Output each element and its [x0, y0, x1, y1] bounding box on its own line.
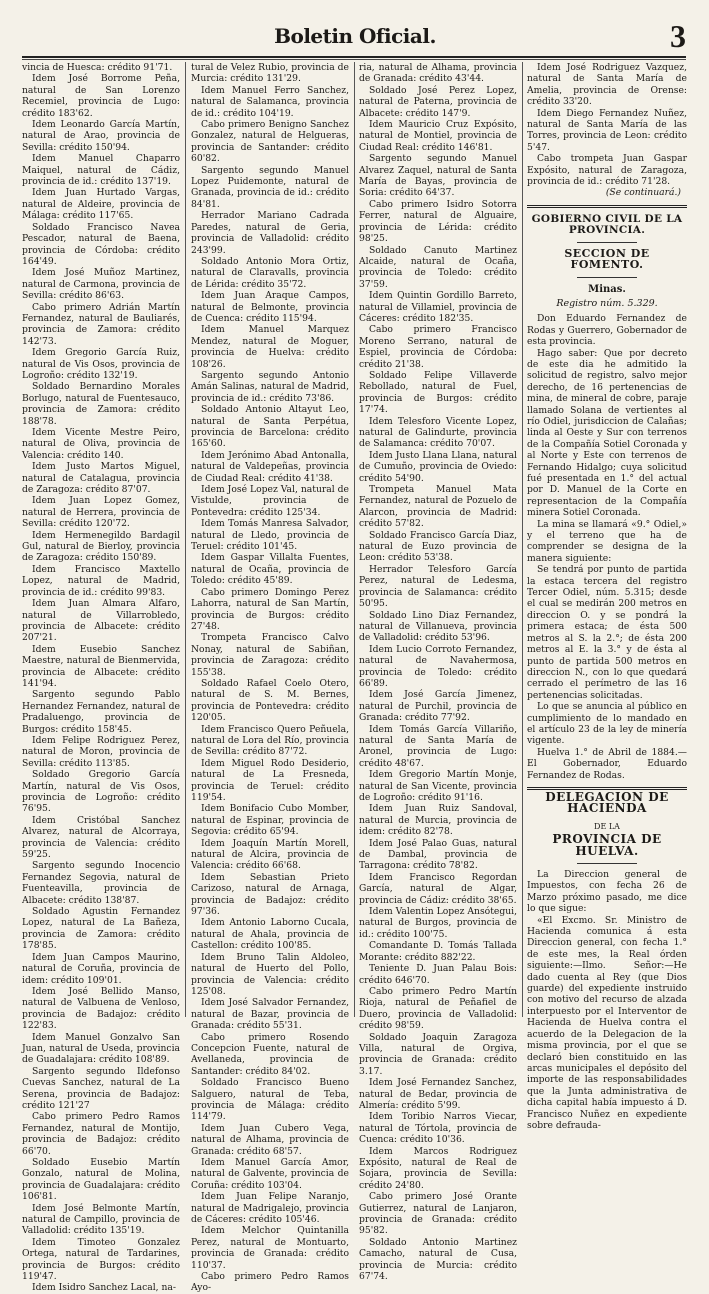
paragraph: Hago saber: Que por decreto de este dia he admitido la solicitud de registro, salvo mejor derecho, de 16 pertenencias de mina, de mineral de cobre, paraje llamado Solana de vertientes al río Odiel, jurisdiccion de Calañas; linda al Oeste y Sur con terrenos de la Compañía Sotiel Coronada y al Norte y Este con terrenos de Fernando Hidalgo; cuya solicitud fué presentada en 1.° del actual por D. Manuel de la Corte en representacion de la Compañía minera Sotiel Coronada.: [527, 347, 687, 519]
paragraph: Idem Manuel Gonzalvo San Juan, natural de Useda, provincia de Guadalajara: crédito 108'89.: [22, 1031, 180, 1066]
paragraph: Soldado Francisco Navea Pescador, natural de Baena, provincia de Córdoba: crédito 164'49.: [22, 221, 180, 267]
paragraph: Idem Francisco Quero Peñuela, natural de Lora del Río, provincia de Sevilla: crédito 87'72.: [191, 723, 349, 758]
paragraph: Idem José Bellido Manso, natural de Valbuena de Venloso, provincia de Badajoz: crédito 122'83.: [22, 985, 180, 1032]
paragraph: Soldado Rafael Coelo Otero, natural de S. M. Bernes, provincia de Pontevedra: crédito 120'05.: [191, 677, 349, 724]
paragraph: Soldado Antonio Mora Ortiz, natural de Claravalls, provincia de Lérida: crédito 35'72.: [191, 255, 349, 290]
short-rule: [577, 277, 637, 278]
paragraph: Sargento segundo Pablo Hernandez Fernandez, natural de Pradaluengo, provincia de Burgos: crédito 158'45.: [22, 689, 180, 735]
paragraph: Idem José Rodriguez Vazquez, natural de Santa María de Amelia, provincia de Orense: crédito 33'20.: [527, 62, 687, 108]
paragraph: Trompeta Francisco Calvo Nonay, natural de Sabiñan, provincia de Zaragoza: crédito 155'38.: [191, 632, 349, 678]
paragraph: Idem Gaspar Villalta Fuentes, natural de Ocaña, provincia de Toledo: crédito 45'89.: [191, 552, 349, 587]
paragraph: Idem Lucio Corroto Fernandez, natural de Navahermosa, provincia de Toledo: crédito 66'89.: [359, 643, 517, 689]
paragraph: Idem Juan Lopez Gomez, natural de Herrera, provincia de Sevilla: crédito 120'72.: [22, 495, 180, 530]
paragraph: Idem Quintin Gordillo Barreto, natural de Villamiel, provincia de Cáceres: crédito 182'35.: [359, 290, 517, 324]
paragraph: Soldado Lino Diaz Fernandez, natural de Villanueva, provincia de Valladolid: crédito 53'96.: [359, 609, 517, 644]
paragraph: vincia de Huesca: crédito 91'71.: [22, 62, 173, 73]
paragraph: Idem Joaquín Martín Morell, natural de Alcira, provincia de Valencia: crédito 66'68.: [191, 837, 349, 872]
paragraph: Soldado Bernardino Morales Borlugo, natural de Fuentesauco, provincia de Zamora: crédito 188'78.: [22, 381, 180, 427]
page-number: 3: [670, 18, 686, 54]
paragraph: Idem Manuel Chaparro Maiquel, natural de Cádiz, provincia de id.: crédito 137'19.: [22, 153, 180, 188]
paragraph: Herrador Telesforo García Perez, natural de Ledesma, provincia de Salamanca: crédito 50'95.: [359, 563, 517, 610]
paragraph: «El Excmo. Sr. Ministro de Hacienda comunica á esta Direccion general, con fecha 1.° de este mes, la Real órden siguiente:—Ilmo. Señor:—He dado cuenta al Rey (que Dios guarde) del expediente instruido con motivo del recurso de alzada interpuesto por el Interventor de Hacienda de Huelva contra el acuerdo de la Delegacion de la misma provincia, por el que se declaró bien constituido en las arcas municipales el depósito del importe de las responsabilidades que la Junta administrativa de dicha capital había impuesto á D. Francisco Nuñez en expediente sobre defrauda-: [527, 914, 687, 1131]
paragraph: Idem Juan Ruiz Sandoval, natural de Murcia, provincia de idem: crédito 82'78.: [359, 803, 517, 838]
short-rule: [577, 863, 637, 864]
paragraph: Soldado Agustin Fernandez Lopez, natural de La Bañeza, provincia de Zamora: crédito 178'85.: [22, 906, 180, 952]
paragraph: Idem José Lopez Val, natural de Vistulde, provincia de Pontevedra: crédito 125'34.: [191, 484, 349, 518]
paragraph: Sargento segundo Antonio Amán Salinas, natural de Madrid, provincia de id.: crédito 73'86.: [191, 369, 349, 404]
column-3: [359, 62, 517, 1283]
paragraph: Lo que se anuncia al público en cumplimiento de lo mandado en el artículo 23 de la ley de minería vigente.: [527, 701, 687, 747]
paragraph: Idem Cristóbal Sanchez Alvarez, natural de Alcorraya, provincia de Valencia: crédito 59'25.: [22, 814, 180, 861]
paragraph: Cabo primero Adrián Martín Fernandez, natural de Bauliarés, provincia de Zamora: crédito 142'73.: [22, 301, 180, 347]
paragraph: Soldado Francisco García Diaz, natural de Euzo provincia de Leon: crédito 53'38.: [359, 529, 517, 564]
paragraph: Cabo primero Pedro Ramos Fernandez, natural de Montijo, provincia de Badajoz: crédito 66'70.: [22, 1111, 180, 1157]
paragraph: Idem Telesforo Vicente Lopez, natural de Galindurte, provincia de Salamanca: crédito 70'07.: [359, 415, 517, 450]
paragraph: Idem Melchor Quintanilla Perez, natural de Montuarto, provincia de Granada: crédito 110'37.: [191, 1225, 349, 1271]
paragraph: Idem Mauricio Cruz Expósito, natural de Montiel, provincia de Ciudad Real: crédito 146'81.: [359, 119, 517, 153]
section-rule: [527, 205, 687, 208]
continuation-note: (Se continuará.): [605, 187, 681, 199]
paragraph: Idem Felipe Rodriguez Perez, natural de Moron, provincia de Sevilla: crédito 113'85.: [22, 734, 180, 769]
paragraph: Idem José Palao Guas, natural de Dambal, provincia de Tarragona: crédito 78'82.: [359, 837, 517, 872]
paragraph: Soldado José Perez Lopez, natural de Paterna, provincia de Albacete: crédito 147'9.: [359, 84, 517, 119]
column-divider: [185, 62, 186, 1017]
paragraph: Sargento segundo Manuel Lopez Puidemonte, natural de Granada, provincia de id.: crédito 84'81.: [191, 164, 349, 210]
paragraph: Idem Tomás Manresa Salvador, natural de Lledo, provincia de Teruel: crédito 101'45.: [191, 518, 349, 553]
paragraph: Idem José Salvador Fernandez, natural de Bazar, provincia de Granada: crédito 55'31.: [191, 997, 349, 1032]
paragraph: Idem Manuel Marquez Mendez, natural de Moguer, provincia de Huelva: crédito 108'26.: [191, 324, 349, 370]
paragraph: Cabo primero Pedro Martín Rioja, natural de Peñafiel de Duero, provincia de Valladolid: crédito 98'59.: [359, 985, 517, 1032]
paragraph: Se tendrá por punto de partida la estaca tercera del registro Tercer Odiel, núm. 5.315; desde el cual se medirán 200 metros en direccion O. y se pondrá la primera estaca; de ésta 500 metros al S. la 2.°; de ésta 200 metros al E. la 3.° y de ésta al punto de partida 500 metros en direccion N., con lo que quedará cerrado el perímetro de las 16 pertenencias solicitadas.: [527, 564, 687, 701]
paragraph: Cabo primero Isidro Sotorra Ferrer, natural de Alguaire, provincia de Lérida: crédito 98'25.: [359, 198, 517, 245]
paragraph: Idem Tomás García Villariño, natural de Santa María de Aronel, provincia de Lugo: crédito 48'67.: [359, 723, 517, 769]
paragraph: Idem José Belmonte Martín, natural de Campillo, provincia de Valladolid: crédito 135'19.: [22, 1202, 180, 1237]
paragraph: Herrador Mariano Cadrada Paredes, natural de Geria, provincia de Valladolid: crédito 243'99.: [191, 210, 349, 256]
newspaper-title: Boletin Oficial.: [274, 24, 436, 48]
paragraph: Cabo primero José Orante Gutierrez, natural de Lanjaron, provincia de Granada: crédito 95'82.: [359, 1191, 517, 1237]
paragraph: Soldado Felipe Villaverde Rebollado, natural de Fuel, provincia de Burgos: crédito 17'74.: [359, 369, 517, 416]
seccion-fomento-heading: SECCION DE FOMENTO.: [564, 246, 650, 272]
paragraph: Idem Juan Araque Campos, natural de Belmonte, provincia de Cuenca: crédito 115'94.: [191, 290, 349, 324]
paragraph: Idem Marcos Rodriguez Expósito, natural de Real de Sojara, provincia de Sevilla: crédito 24'80.: [359, 1145, 517, 1191]
paragraph: Comandante D. Tomás Tallada Morante: crédito 882'22.: [359, 940, 517, 963]
paragraph: Cabo primero Benigno Sanchez Gonzalez, natural de Helgueras, provincia de Santander: crédito 60'82.: [191, 119, 349, 165]
paragraph: tural de Velez Rubio, provincia de Murcia: crédito 131'29.: [191, 62, 349, 85]
paragraph: Idem Bonifacio Cubo Momber, natural de Espinar, provincia de Segovia: crédito 65'94.: [191, 803, 349, 838]
paragraph: Idem Antonio Laborno Cucala, natural de Ahala, provincia de Castellon: crédito 100'85.: [191, 917, 349, 952]
column-divider: [522, 62, 523, 1017]
paragraph: Idem Hermenegildo Bardagil Gul, natural de Bierloy, provincia de Zaragoza: crédito 150'89.: [22, 529, 180, 564]
paragraph: Idem Juan Almara Alfaro, natural de Villarrobledo, provincia de Albacete: crédito 207'21.: [22, 598, 180, 644]
page-header: [20, 18, 690, 52]
registro-number: Registro núm. 5.329.: [556, 297, 658, 309]
paragraph: Sargento segundo Manuel Alvarez Zaquel, natural de Santa María de Bayas, provincia de Soria: crédito 64'37.: [359, 153, 517, 199]
paragraph: Idem Gregorio Martín Monje, natural de San Vicente, provincia de Logroño: crédito 91'16.: [359, 769, 517, 803]
paragraph: Cabo trompeta Juan Gaspar Expósito, natural de Zaragoza, provincia de id.: crédito 71'28.: [527, 153, 687, 188]
paragraph: Idem Timoteo Gonzalez Ortega, natural de Tardarines, provincia de Burgos: crédito 119'47.: [22, 1236, 180, 1283]
paragraph: Idem Justo Llana Llana, natural de Cumuño, provincia de Oviedo: crédito 54'90.: [359, 449, 517, 484]
column-2: [191, 62, 349, 1294]
paragraph: Idem Vicente Mestre Peiro, natural de Oliva, provincia de Valencia: crédito 140.: [22, 427, 180, 461]
paragraph: Idem Gregorio García Ruiz, natural de Vis Osos, provincia de Logroño: crédito 132'19.: [22, 347, 180, 381]
delegacion-heading: DELEGACION DE HACIENDA: [545, 789, 669, 816]
paragraph: Idem Francisco Maxtello Lopez, natural de Madrid, provincia de id.: crédito 99'83.: [22, 563, 180, 598]
paragraph: Idem Isidro Sanchez Lacal, na-: [32, 1282, 177, 1294]
paragraph: Idem Juan Cubero Vega, natural de Alhama, provincia de Granada: crédito 68'57.: [191, 1122, 349, 1157]
paragraph: Idem Leonardo García Martín, natural de Arao, provincia de Sevilla: crédito 150'94.: [22, 119, 180, 153]
paragraph: Idem Valentin Lopez Ansótegui, natural de Burgos, provincia de id.: crédito 100'75.: [359, 906, 517, 940]
paragraph: Cabo primero Francisco Moreno Serrano, natural de Espiel, provincia de Córdoba: crédito 21'38.: [359, 324, 517, 370]
paragraph: Idem Diego Fernandez Nuñez, natural de Santa María de las Torres, provincia de Leon: crédito 5'47.: [527, 107, 687, 153]
paragraph: Soldado Eusebio Martín Gonzalo, natural de Molina, provincia de Guadalajara: crédito 106'81.: [22, 1157, 180, 1203]
paragraph: Idem Manuel Ferro Sanchez, natural de Salamanca, provincia de id.: crédito 104'19.: [191, 84, 349, 119]
header-rule-thin: [22, 59, 686, 60]
paragraph: Idem Juan Hurtado Vargas, natural de Aldeire, provincia de Málaga: crédito 117'65.: [22, 187, 180, 222]
gobierno-civil-heading: GOBIERNO CIVIL DE LA PROVINCIA.: [531, 212, 683, 237]
column-4: [527, 62, 687, 1131]
paragraph: La mina se llamará «9.° Odiel,» y el terreno que ha de comprender se designa de la manera siguiente:: [527, 518, 687, 564]
short-rule: [577, 242, 637, 243]
provincia-heading: PROVINCIA DE HUELVA.: [552, 832, 662, 858]
paragraph: Sargento segundo Inocencio Fernandez Segovia, natural de Fuenteavilla, provincia de Albacete: crédito 138'87.: [22, 860, 180, 906]
paragraph: Idem Miguel Rodo Desiderio, natural de La Fresneda, provincia de Teruel: crédito 119'54.: [191, 757, 349, 803]
paragraph: Soldado Antonio Martinez Camacho, natural de Cusa, provincia de Murcia: crédito 67'74.: [359, 1236, 517, 1283]
paragraph: Soldado Canuto Martinez Alcaide, natural de Ocaña, provincia de Toledo: crédito 37'59.: [359, 244, 517, 290]
paragraph: Idem José Borrome Peña, natural de San Lorenzo Recemiel, provincia de Lugo: crédito 183'62.: [22, 73, 180, 119]
paragraph: Teniente D. Juan Palau Bois: crédito 646'70.: [359, 963, 517, 986]
paragraph: Idem Toribio Narros Viecar, natural de Tórtola, provincia de Cuenca: crédito 10'36.: [359, 1111, 517, 1146]
paragraph: ria, natural de Alhama, provincia de Granada: crédito 43'44.: [359, 62, 517, 85]
paragraph: Sargento segundo Ildefonso Cuevas Sanchez, natural de La Serena, provincia de Badajoz: crédito 121'27: [22, 1065, 180, 1111]
paragraph: Idem José Muñoz Martinez, natural de Carmona, provincia de Sevilla: crédito 86'63.: [22, 267, 180, 302]
paragraph: Don Eduardo Fernandez de Rodas y Guerrero, Gobernador de esta provincia.: [527, 313, 687, 348]
paragraph: Soldado Gregorio García Martín, natural de Vis Osos, provincia de Logroño: crédito 76'95.: [22, 769, 180, 815]
paragraph: Idem Jerónimo Abad Antonalla, natural de Valdepeñas, provincia de Ciudad Real: crédito 41'38.: [191, 449, 349, 484]
paragraph: Soldado Joaquin Zaragoza Villa, natural de Orgiva, provincia de Granada: crédito 3.17.: [359, 1031, 517, 1077]
paragraph: Cabo primero Pedro Ramos Ayo-: [191, 1271, 349, 1294]
paragraph: Idem Bruno Talin Aldoleo, natural de Huerto del Pollo, provincia de Valencia: crédito 125'08.: [191, 951, 349, 997]
paragraph: Idem Juan Felipe Naranjo, natural de Madrigalejo, provincia de Cáceres: crédito 105'46.: [191, 1191, 349, 1226]
paragraph: Trompeta Manuel Mata Fernandez, natural de Pozuelo de Alarcon, provincia de Madrid: crédito 57'82.: [359, 484, 517, 530]
paragraph: Idem Justo Martos Miguel, natural de Catalagua, provincia de Zaragoza: crédito 87'07.: [22, 461, 180, 496]
paragraph: Idem Sebastian Prieto Carizoso, natural de Arnaga, provincia de Badajoz: crédito 97'36.: [191, 871, 349, 918]
paragraph: Idem José Fernandez Sanchez, natural de Bedar, provincia de Almería: crédito 5'99.: [359, 1077, 517, 1111]
column-divider: [354, 62, 355, 1017]
paragraph: Idem Eusebio Sanchez Maestre, natural de Bienmervida, provincia de Albacete: crédito 141'94.: [22, 643, 180, 689]
de-la-label: DE LA: [594, 821, 620, 831]
column-1: [22, 62, 180, 1294]
paragraph: Soldado Francisco Bueno Salguero, natural de Teba, provincia de Málaga: crédito 114'79.: [191, 1077, 349, 1123]
minas-heading: Minas.: [588, 283, 626, 295]
paragraph: Huelva 1.° de Abril de 1884.—El Gobernador, Eduardo Fernandez de Rodas.: [527, 746, 687, 781]
paragraph: Idem Juan Campos Maurino, natural de Coruña, provincia de idem: crédito 109'01.: [22, 951, 180, 986]
paragraph: Cabo primero Rosendo Concepcion Fuente, natural de Avellaneda, provincia de Santander: crédito 84'02.: [191, 1031, 349, 1077]
paragraph: Soldado Antonio Altayut Leo, natural de Santa Perpétua, provincia de Barcelona: crédito 165'60.: [191, 404, 349, 450]
paragraph: Cabo primero Domingo Perez Lahorra, natural de San Martín, provincia de Burgos: crédito 27'48.: [191, 586, 349, 632]
paragraph: Idem Francisco Regordan García, natural de Algar, provincia de Cádiz: crédito 38'65.: [359, 871, 517, 906]
paragraph: Idem José García Jimenez, natural de Purchil, provincia de Granada: crédito 77'92.: [359, 689, 517, 724]
paragraph: La Direccion general de Impuestos, con fecha 26 de Marzo próximo pasado, me dice lo que sigue:: [527, 869, 687, 915]
header-rule: [22, 56, 686, 58]
paragraph: Idem Manuel García Amor, natural de Galvente, provincia de Coruña: crédito 103'04.: [191, 1157, 349, 1191]
